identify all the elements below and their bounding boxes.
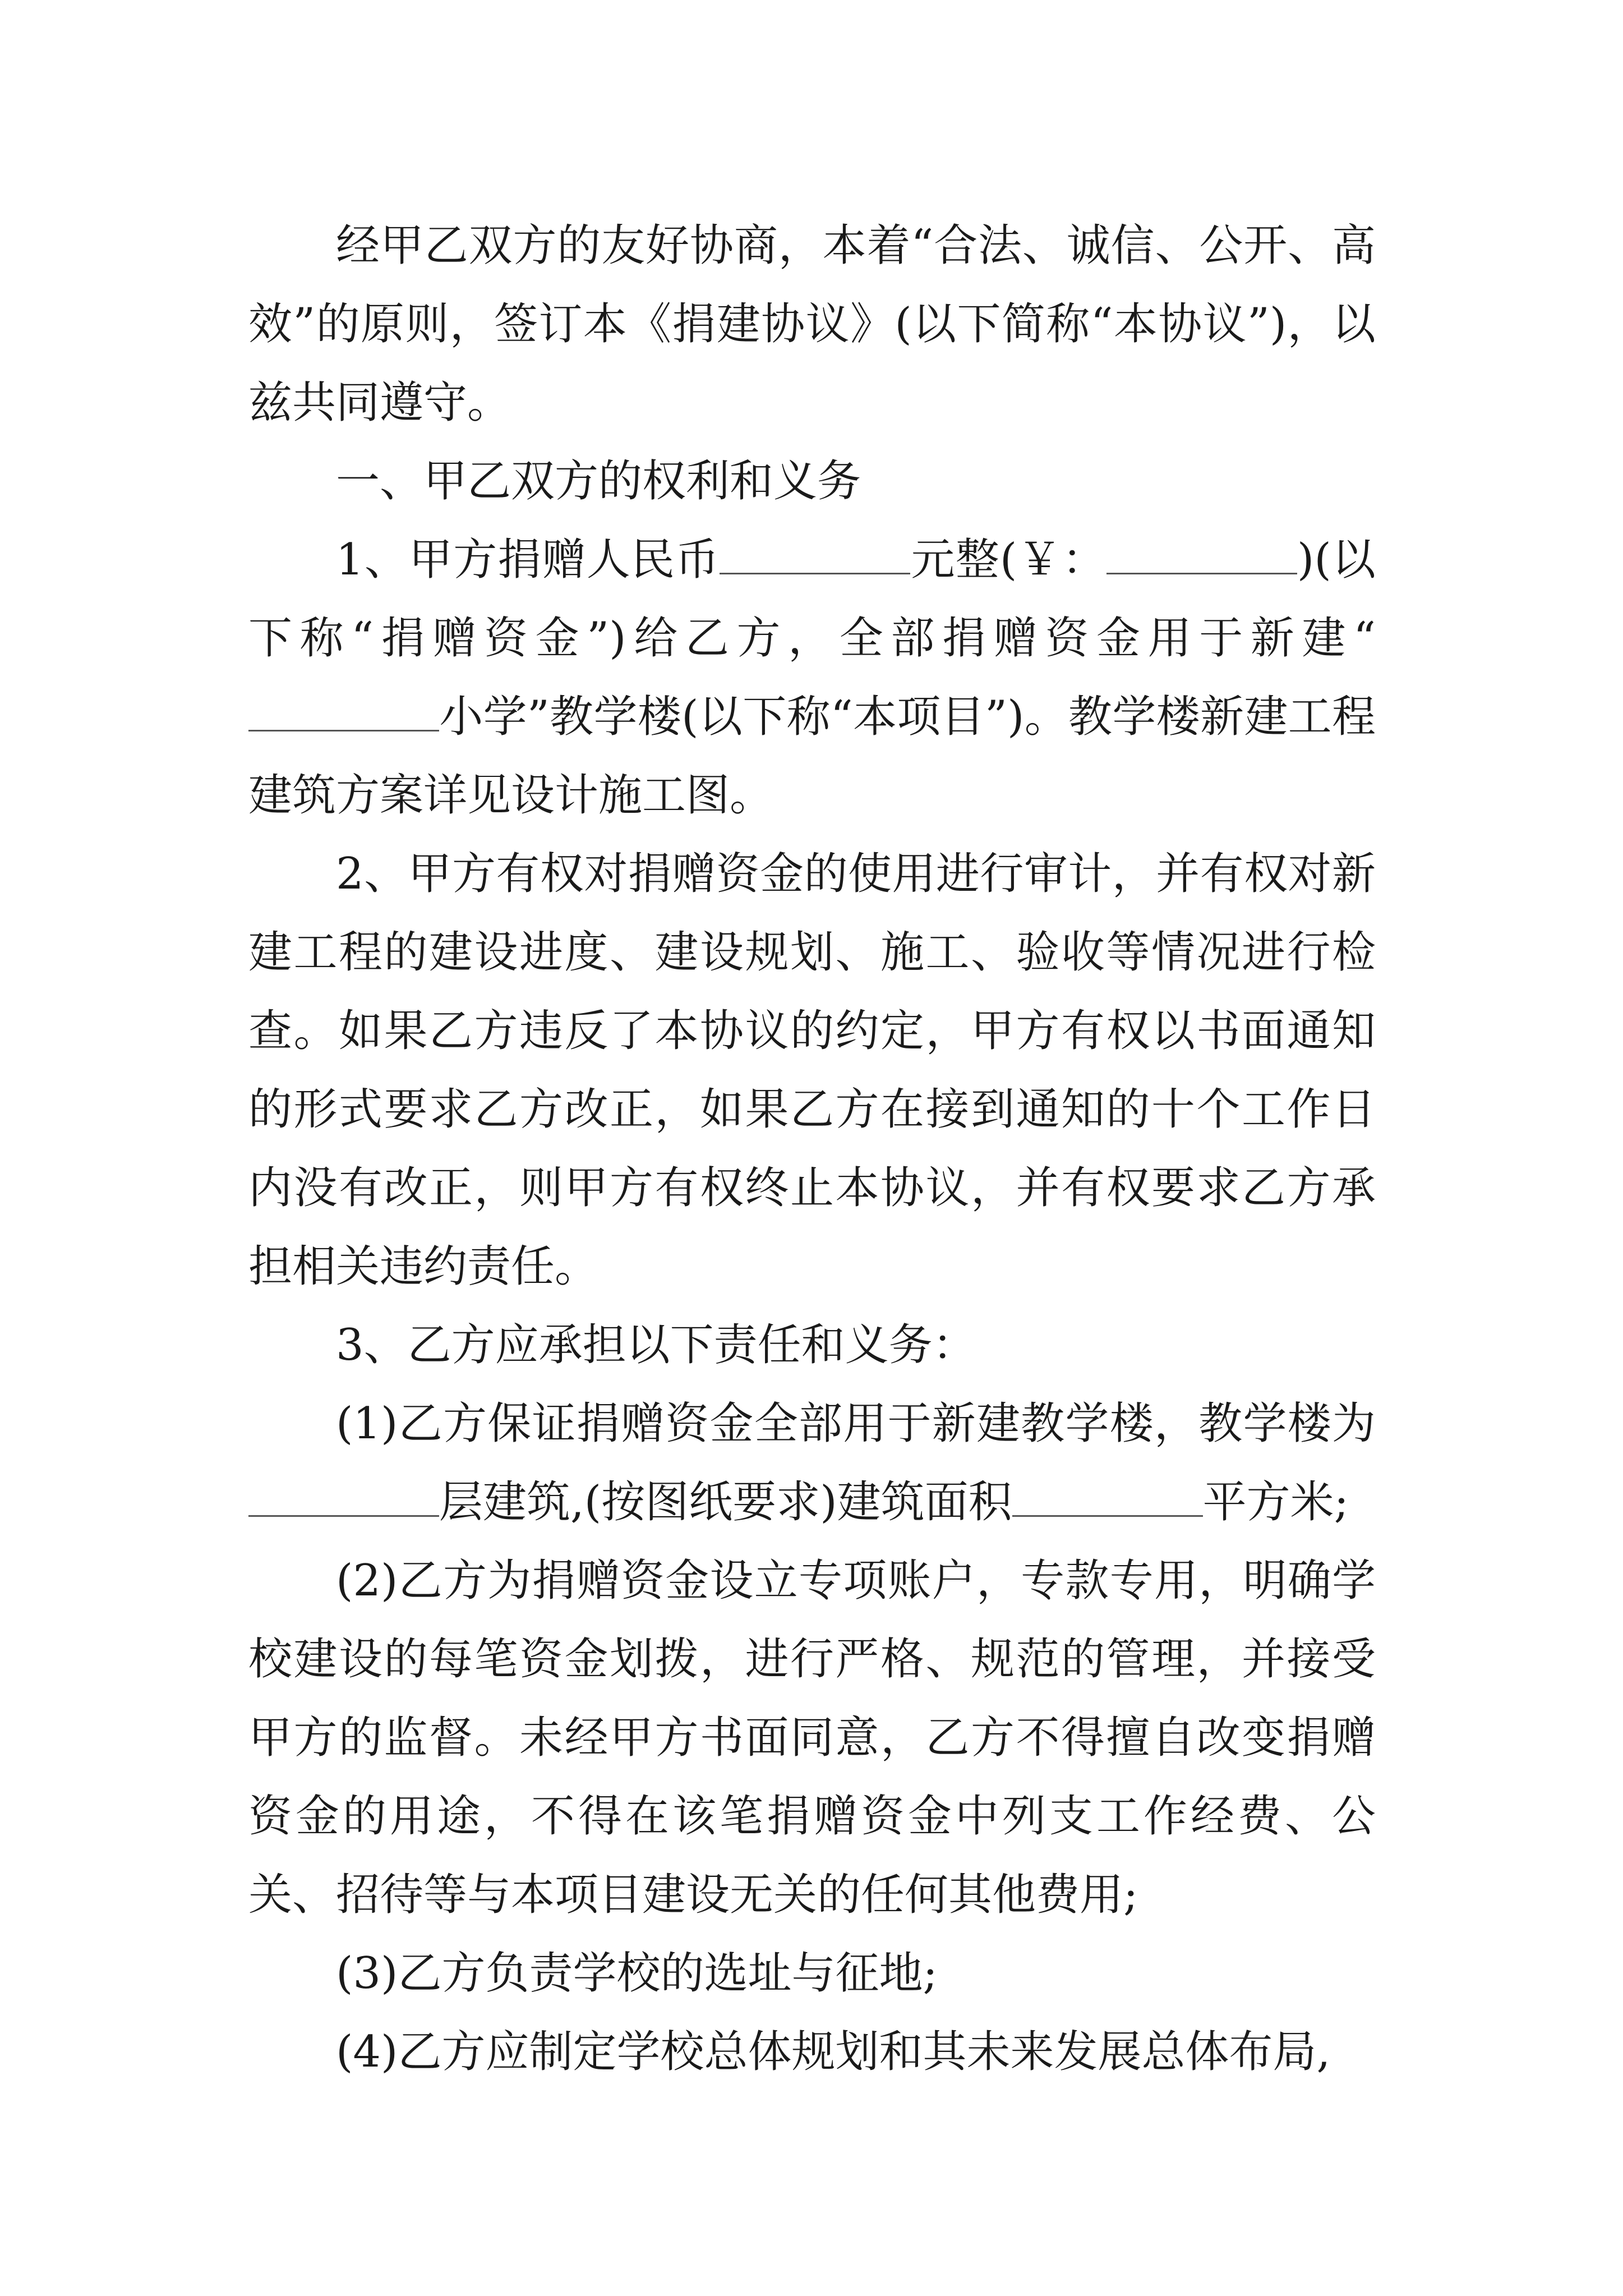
- clause-1: [248, 521, 1376, 835]
- amount-numeric-blank: [1106, 538, 1297, 574]
- sub-clause-2: (2)乙方为捐赠资金设立专项账户，专款专用，明确学校建设的每笔资金划拨，进行严格、规范的管理，并接受甲方的监督。未经甲方书面同意，乙方不得擅自改变捐赠资金的用途，不得在该笔捐赠资金中列支工作经费、公关、招待等与本项目建设无关的任何其他费用;: [248, 1556, 1376, 1920]
- clause-3: 3、乙方应承担以下责任和义务：: [336, 1320, 976, 1370]
- amount-blank: [720, 538, 910, 574]
- school-name-blank: [248, 695, 439, 731]
- area-blank: [1012, 1480, 1203, 1517]
- clause-1-text-b: 元整(￥：: [910, 535, 1106, 585]
- sub-clause-1: [248, 1384, 1376, 1542]
- floors-blank: [248, 1480, 439, 1517]
- sub-clause-1-text-a: (1)乙方保证捐赠资金全部用于新建教学楼，教学楼为: [336, 1398, 1376, 1449]
- clause-1-text-d: 小学”教学楼(以下称“本项目”)。教学楼新建工程建筑方案详见设计施工图。: [248, 692, 1376, 821]
- clause-1-text-a: 1、甲方捐赠人民币: [336, 535, 720, 585]
- sub-clause-4: (4)乙方应制定学校总体规划和其未来发展总体布局,: [336, 2027, 1331, 2077]
- sub-clause-3: (3)乙方负责学校的选址与征地;: [336, 1948, 938, 1999]
- clause-1-text-c: )(以下称“捐赠资金”)给乙方，全部捐赠资金用于新建“: [248, 535, 1376, 664]
- sub-clause-1-text-c: 平方米;: [1202, 1477, 1349, 1527]
- section-heading: 一、甲乙双方的权利和义务: [336, 456, 861, 507]
- document-body: [248, 206, 1376, 2091]
- sub-clause-1-text-b: 层建筑,(按图纸要求)建筑面积: [439, 1477, 1012, 1527]
- intro-paragraph: 经甲乙双方的友好协商，本着“合法、诚信、公开、高效”的原则，签订本《捐建协议》(以下简称“本协议”)，以兹共同遵守。: [248, 220, 1376, 428]
- clause-2: 2、甲方有权对捐赠资金的使用进行审计，并有权对新建工程的建设进度、建设规划、施工、验收等情况进行检查。如果乙方违反了本协议的约定，甲方有权以书面通知的形式要求乙方改正，如果乙方在接到通知的十个工作日内没有改正，则甲方有权终止本协议，并有权要求乙方承担相关违约责任。: [248, 849, 1376, 1292]
